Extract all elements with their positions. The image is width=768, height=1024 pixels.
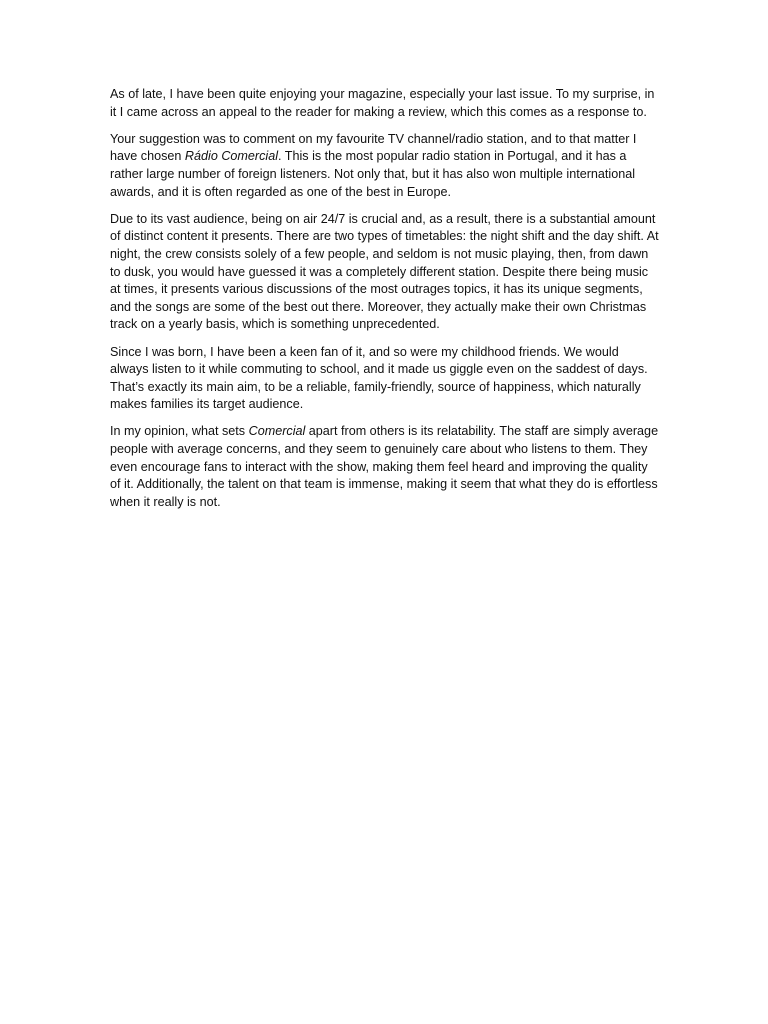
document-body (110, 86, 660, 521)
paragraph-3-text: Due to its vast audience, being on air 24/7 is crucial and, as a result, there is a substantial amount of distinct content it presents. There are two types of timetables: the night shift and the day shift. At night, the crew consists solely of a few people, and seldom is not music playing, then, from dawn to dusk, you would have guessed it was a completely different station. Despite there being music at times, it presents various discussions of the most outrages topics, it has its unique segments, and the songs are some of the best out there. Moreover, they actually make their own Christmas track on a yearly basis, which is something unprecedented. (110, 211, 659, 332)
paragraph-2-italic-station-name: Rádio Comercial (184, 149, 279, 164)
paragraph-4 (110, 344, 660, 414)
paragraph-3 (110, 211, 660, 334)
paragraph-5-text-end: apart from others is its relatability. The staff are simply average people with average concerns, and they seem to genuinely care about who listens to them. They even encourage fans to interact with the show, making them feel heard and improving the quality of it. Additionally, the talent on that team is immense, making it seem that what they do is effortless when it really is not. (110, 424, 659, 509)
paragraph-5-text-start: In my opinion, what sets (110, 424, 249, 439)
paragraph-4-text: Since I was born, I have been a keen fan of it, and so were my childhood friends. We would always listen to it while commuting to school, and it made us giggle even on the saddest of days. That’s exactly its main aim, to be a reliable, family-friendly, source of happiness, which naturally makes families its target audience. (110, 344, 648, 412)
paragraph-2-text-end: . This is the most popular radio station in Portugal, and it has a rather large number of foreign listeners. Not only that, but it has also won multiple international awards, and it is often regarded as one of the best in Europe. (110, 149, 636, 199)
paragraph-5-italic-station-name: Comercial (248, 424, 306, 439)
paragraph-2-text-start: Your suggestion was to comment on my favourite TV channel/radio station, and to that matter I have chosen (110, 131, 637, 164)
paragraph-1-text: As of late, I have been quite enjoying your magazine, especially your last issue. To my surprise, in it I came across an appeal to the reader for making a review, which this comes as a response to. (110, 87, 655, 119)
paragraph-2 (110, 131, 660, 201)
paragraph-1 (110, 86, 660, 121)
paragraph-5 (110, 423, 660, 511)
